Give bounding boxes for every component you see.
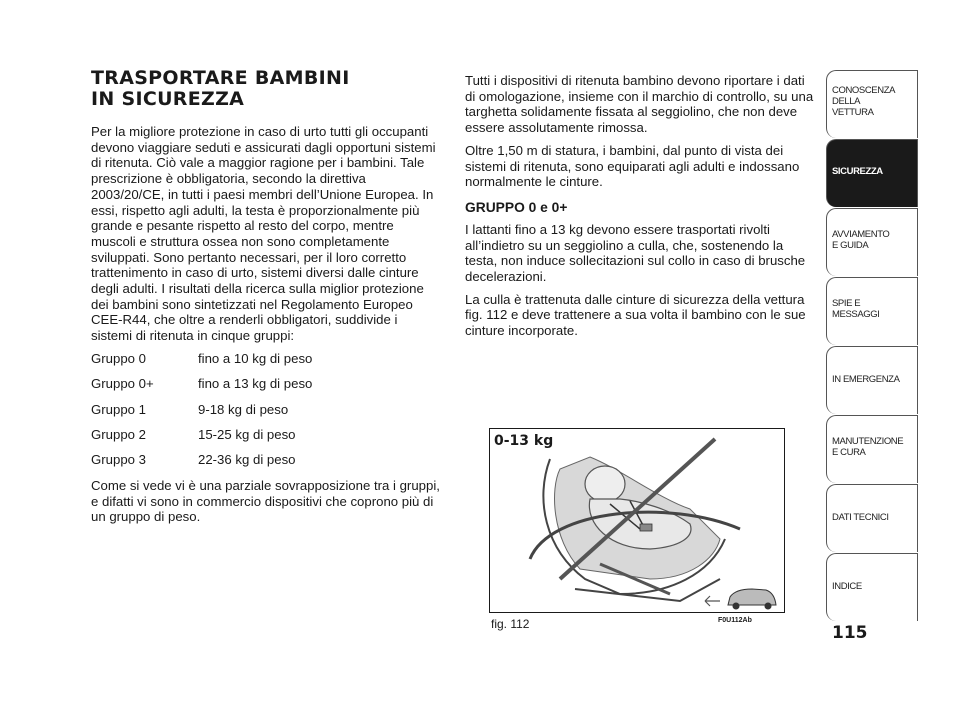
outro-paragraph: Come si vede vi è una parziale sovrapposizione tra i gruppi, e difatti vi sono in commercio dispositivi che coprono più di un gruppo di peso.	[91, 477, 440, 525]
approval-paragraph: Tutti i dispositivi di ritenuta bambino devono riportare i dati di omologazione, insieme con il marchio di controllo, su una targhetta solidamente fissata al seggiolino, che non deve essere assolutamente rimossa.	[465, 73, 814, 136]
group-name: Gruppo 1	[91, 401, 146, 417]
tab-label: SPIE E	[832, 298, 861, 309]
tab-label: MESSAGGI	[832, 309, 880, 320]
group-name: Gruppo 0+	[91, 376, 154, 392]
tab-in-emergenza[interactable]	[826, 346, 918, 414]
tab-indice[interactable]	[826, 553, 918, 621]
tab-conoscenza-della-vettura[interactable]	[826, 70, 918, 138]
tab-label: AVVIAMENTO	[832, 229, 890, 240]
right-column	[465, 73, 815, 346]
group-name: Gruppo 3	[91, 452, 146, 468]
groups-list	[91, 351, 441, 468]
group-desc: fino a 10 kg di peso	[198, 350, 313, 366]
height-paragraph: Oltre 1,50 m di statura, i bambini, dal punto di vista dei sistemi di ritenuta, sono equiparati agli adulti e indossano normalmente le cinture.	[465, 142, 800, 190]
chapter-tabs	[826, 70, 918, 622]
tab-label: SICUREZZA	[832, 166, 883, 177]
title-line-1: TRASPORTARE BAMBINI	[91, 67, 350, 89]
infant-seat-illustration	[490, 429, 784, 612]
cradle-paragraph: La culla è trattenuta dalle cinture di sicurezza della vettura fig. 112 e deve trattenere a sua volta il bambino con le sue cinture incorporate.	[465, 291, 806, 339]
title-line-2: IN SICUREZZA	[91, 88, 245, 110]
page-title	[91, 68, 441, 110]
figure-caption: fig. 112	[491, 617, 530, 631]
tab-label: VETTURA	[832, 107, 874, 118]
figure-infant-seat	[489, 428, 785, 613]
group-desc: 9-18 kg di peso	[198, 401, 289, 417]
tab-label: DATI TECNICI	[832, 512, 889, 523]
intro-paragraph: Per la migliore protezione in caso di urto tutti gli occupanti devono viaggiare seduti e assicurati dagli opportuni sistemi di ritenuta. Ciò vale a maggior ragione per i bambini. Tale prescrizione è obbligatoria, secondo la direttiva 2003/20/CE, in tutti i paesi membri dell’Unione Europea. In essi, rispetto agli adulti, la testa è proporzionalmente più grande e pesante rispetto al resto del corpo, mentre muscoli e struttura ossea non sono completamente sviluppati. Sono pertanto necessari, per il loro corretto trattenimento in caso di urto, sistemi diversi dalle cinture degli adulti. I risultati della ricerca sulla miglior protezione dei bambini sono sintetizzati nel Regolamento Europeo CEE-R44, che oltre a renderli obbligatori, suddivide i sistemi di ritenuta in cinque gruppi:	[91, 124, 436, 344]
tab-dati-tecnici[interactable]	[826, 484, 918, 552]
group-desc: 15-25 kg di peso	[198, 427, 296, 443]
tab-label: CONOSCENZA	[832, 85, 896, 96]
group-desc: 22-36 kg di peso	[198, 452, 296, 468]
tab-spie-e-messaggi[interactable]	[826, 277, 918, 345]
tab-label: IN EMERGENZA	[832, 374, 900, 385]
section-heading: GRUPPO 0 e 0+	[465, 199, 568, 215]
group-row	[91, 376, 441, 392]
tab-label: E CURA	[832, 447, 866, 458]
tab-manutenzione-e-cura[interactable]	[826, 415, 918, 483]
infant-paragraph: I lattanti fino a 13 kg devono essere trasportati rivolti all’indietro su un seggiolino a culla, che, sostenendo la testa, non induce sollecitazioni sul collo in caso di brusche decelerazioni.	[465, 221, 806, 285]
left-column	[91, 68, 441, 532]
tab-avviamento-e-guida[interactable]	[826, 208, 918, 276]
group-name: Gruppo 0	[91, 350, 146, 366]
group-row	[91, 452, 441, 468]
tab-label: INDICE	[832, 581, 862, 592]
group-row	[91, 351, 441, 367]
figure-code: F0U112Ab	[718, 617, 752, 624]
group-name: Gruppo 2	[91, 427, 146, 443]
figure-weight-label: 0-13 kg	[494, 433, 554, 449]
tab-sicurezza[interactable]	[826, 139, 918, 207]
group-desc: fino a 13 kg di peso	[198, 376, 313, 392]
page-number: 115	[832, 623, 868, 643]
group-row	[91, 427, 441, 443]
car-direction-icon	[728, 589, 776, 610]
tab-label: MANUTENZIONE	[832, 436, 904, 447]
group-row	[91, 402, 441, 418]
tab-label: E GUIDA	[832, 240, 869, 251]
tab-label: DELLA	[832, 96, 861, 107]
